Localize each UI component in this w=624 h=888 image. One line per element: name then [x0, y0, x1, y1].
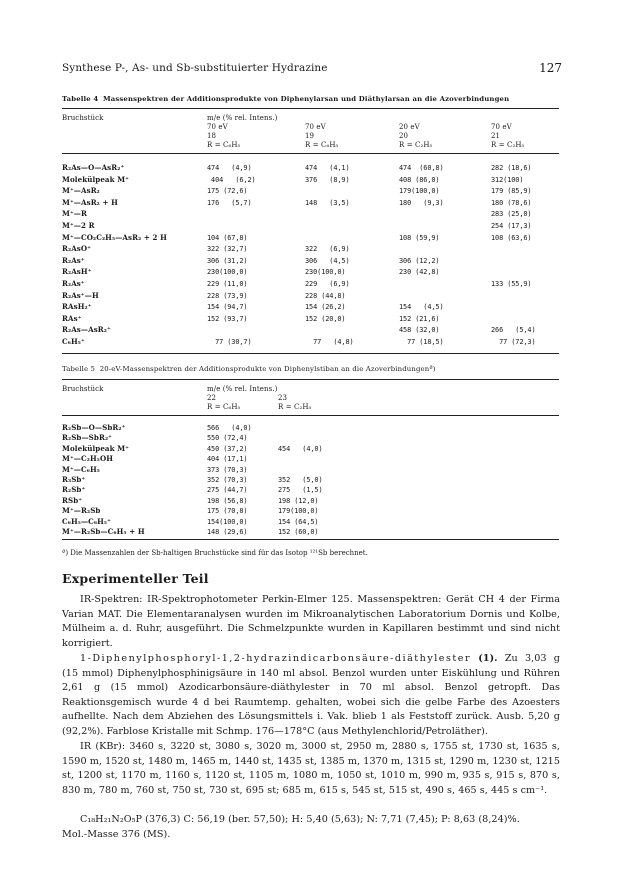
fragment-label: R₂Sb⁺	[62, 485, 86, 495]
fragment-label: R₂Sb—SbR₂⁺	[62, 433, 113, 443]
fragment-label: R₂As⁺—H	[62, 290, 99, 300]
paragraph-instruments: IR-Spektren: IR-Spektrophotometer Perkin-Elmer 125. Massenspektren: Gerät CH 4 der Firma Varian MAT. Die Elementaranalysen wurden im Mikroanalytischen Laboratorium Dornis und Kolbe, Mülheim a. d. Ruhr, ausgeführt. Die Schmelzpunkte wurden in Kapillaren bestimmt und sind nicht korrigiert.	[62, 594, 560, 649]
intensity-cell: 179 (85,9)	[491, 187, 532, 196]
intensity-cell: 266 (5,4)	[491, 326, 536, 335]
fragment-label: M⁺—C₂H₅OH	[62, 454, 114, 464]
intensity-cell: 198 (12,0)	[278, 496, 319, 505]
table5-compound-2: 23	[278, 394, 288, 402]
fragment-label: C₆H₅⁺	[62, 337, 85, 346]
table4-head-rule	[62, 153, 559, 154]
paragraph-ir: IR (KBr): 3460 s, 3220 st, 3080 s, 3020 m, 3000 st, 2950 m, 2880 s, 1755 st, 1730 st, 1635 s, 1590 m, 1520 st, 1480 m, 1465 m, 1440 st, 1435 st, 1385 m, 1370 m, 1315 st, 1290 m, 1230 st, 1215 st, 1200 st, 1170 m, 1160 s, 1120 st, 1105 m, 1080 m, 1050 st, 1010 m, 990 m, 935 s, 915 s, 870 s, 830 m, 780 m, 760 st, 750 st, 730 st, 695 st; 685 m, 615 s, 545 st, 515 st, 490 s, 465 s, 445 s cm⁻¹.	[62, 741, 560, 796]
intensity-cell: 179(100,0)	[278, 507, 319, 516]
fragment-label: R₂AsO⁺	[62, 244, 92, 254]
fragment-label: M⁺—R	[62, 209, 87, 219]
intensity-cell: 454 (4,0)	[278, 444, 323, 453]
compound-name: 1-Diphenylphosphoryl-1,2-hydrazindicarbonsäure-diäthylester	[80, 653, 472, 664]
intensity-cell: 152 (93,7)	[207, 314, 248, 323]
intensity-cell: 450 (37,2)	[207, 444, 248, 453]
intensity-cell: 133 (55,9)	[491, 280, 532, 288]
table4-r-3: R = C₂H₅	[399, 141, 433, 149]
intensity-cell: 77 (18,5)	[399, 338, 444, 346]
intensity-cell: 373 (70,3)	[207, 465, 248, 474]
table4-energy-3: 20 eV	[399, 123, 420, 131]
intensity-cell: 179(100,0)	[399, 187, 440, 196]
intensity-cell: 152 (20,0)	[305, 314, 346, 323]
intensity-cell: 474 (4,1)	[305, 164, 350, 172]
intensity-cell: 154 (94,7)	[207, 303, 248, 312]
fragment-label: R₂AsH⁺	[62, 267, 92, 277]
intensity-cell: 198 (56,8)	[207, 496, 248, 505]
intensity-cell: 77 (4,8)	[305, 338, 354, 346]
intensity-cell: 306 (12,2)	[399, 256, 440, 265]
table5-r-1: R = C₆H₅	[207, 403, 241, 411]
fragment-label: M⁺—C₆H₅	[62, 464, 100, 474]
intensity-cell: 180 (9,3)	[399, 198, 444, 207]
intensity-cell: 275 (1,5)	[278, 486, 323, 495]
table5-top-rule	[62, 379, 559, 380]
synthesis-text: Zu 3,03 g (15 mmol) Diphenylphosphinigsäure in 140 ml absol. Benzol wurden unter Eiskühlung und Rühren 2,61 g (15 mmol) Azodicarbonsäure-diäthylester in 70 ml absol. Benzol getropft. Das Reaktionsgemisch wurde 4 d bei Raumtemp. gehalten, wobei sich die gelbe Farbe des Azoesters aufhellte. Nach dem Abziehen des Lösungsmittels i. Vak. blieb 1 als Feststoff zurück. Ausb. 5,20 g (92,2%). Farblose Kristalle mit Schmp. 176—178°C (aus Methylenchlorid/Petroläther).	[62, 653, 560, 737]
intensity-cell: 154 (4,5)	[399, 303, 444, 312]
intensity-cell: 254 (17,3)	[491, 222, 532, 230]
page-number: 127	[539, 61, 562, 75]
intensity-cell: 152 (60,0)	[278, 528, 319, 536]
intensity-cell: 458 (32,0)	[399, 326, 440, 335]
table5-col-me: m/e (% rel. Intens.)	[207, 385, 278, 393]
intensity-cell: 408 (86,0)	[399, 175, 440, 184]
intensity-cell: 229 (11,0)	[207, 280, 248, 288]
intensity-cell: 152 (21,6)	[399, 314, 440, 323]
intensity-cell: 148 (3,5)	[305, 198, 350, 207]
table4-top-rule	[62, 108, 559, 109]
intensity-cell: 230(100,0)	[305, 268, 346, 277]
table5-col-fragment: Bruchstück	[62, 385, 104, 393]
intensity-cell: 322 (6,9)	[305, 245, 350, 254]
intensity-cell: 322 (32,7)	[207, 245, 248, 254]
intensity-cell: 230 (42,8)	[399, 268, 440, 277]
table4-energy-2: 70 eV	[305, 123, 326, 131]
intensity-cell: 312(100)	[491, 175, 524, 184]
intensity-cell: 104 (67,8)	[207, 233, 248, 242]
intensity-cell: 176 (5,7)	[207, 198, 252, 207]
fragment-label: M⁺—R₂Sb—C₆H₅ + H	[62, 527, 145, 536]
table4-caption	[62, 95, 509, 103]
intensity-cell: 550 (72,4)	[207, 434, 248, 443]
table5-caption-label: Tabelle 5	[62, 365, 96, 373]
table4-bottom-rule	[62, 353, 559, 354]
table4-energy-1: 70 eV	[207, 123, 228, 131]
intensity-cell: 404 (6,2)	[207, 175, 256, 184]
intensity-cell: 180 (78,6)	[491, 198, 532, 207]
intensity-cell: 376 (8,9)	[305, 175, 350, 184]
intensity-cell: 230(100,0)	[207, 268, 248, 277]
intensity-cell: 229 (6,9)	[305, 280, 350, 288]
compound-number: (1).	[478, 653, 498, 664]
table4-r-1: R = C₆H₅	[207, 141, 241, 149]
molecular-mass: Mol.-Masse 376 (MS).	[62, 828, 171, 840]
fragment-label: R₂As—O—AsR₂⁺	[62, 163, 125, 172]
table4-compound-1: 18	[207, 132, 217, 140]
intensity-cell: 566 (4,0)	[207, 424, 252, 432]
intensity-cell: 306 (4,5)	[305, 256, 350, 265]
paragraph-synthesis	[62, 652, 560, 740]
table5-bottom-rule	[62, 539, 559, 540]
fragment-label: M⁺—AsR₂ + H	[62, 197, 118, 207]
fragment-label: RAs⁺	[62, 313, 82, 323]
intensity-cell: 154 (64,5)	[278, 517, 319, 526]
fragment-label: RSb⁺	[62, 495, 83, 505]
table4-caption-text: Massenspektren der Additionsprodukte von Diphenylarsan und Diäthylarsan an die Azoverbindungen	[102, 95, 510, 103]
intensity-cell: 352 (70,3)	[207, 476, 248, 484]
table5-compound-1: 22	[207, 394, 217, 402]
running-head-title: Synthese P-, As- und Sb-substituierter Hydrazine	[62, 62, 328, 74]
intensity-cell: 228 (44,8)	[305, 291, 346, 300]
fragment-label: R₂As⁺	[62, 279, 85, 288]
fragment-label: M⁺—R₂Sb	[62, 506, 101, 516]
intensity-cell: 77 (72,3)	[491, 338, 536, 346]
table5-caption	[62, 365, 436, 373]
fragment-label: M⁺—CO₂C₂H₅—AsR₂ + 2 H	[62, 232, 167, 242]
table4-caption-label: Tabelle 4	[62, 95, 99, 103]
table4-compound-3: 20	[399, 132, 409, 140]
intensity-cell: 282 (18,6)	[491, 164, 532, 172]
intensity-cell: 108 (59,9)	[399, 233, 440, 242]
fragment-label: R₂Sb—O—SbR₂⁺	[62, 423, 126, 432]
intensity-cell: 228 (73,9)	[207, 291, 248, 300]
section-title: Experimenteller Teil	[62, 571, 209, 586]
table4-col-me: m/e (% rel. Intens.)	[207, 114, 278, 122]
fragment-label: RAsH₂⁺	[62, 302, 92, 312]
intensity-cell: 474 (60,8)	[399, 164, 444, 172]
intensity-cell: 352 (5,0)	[278, 476, 323, 484]
intensity-cell: 283 (25,0)	[491, 210, 532, 219]
table5-head-rule	[62, 415, 559, 416]
table5-footnote: ª) Die Massenzahlen der Sb-haltigen Bruchstücke sind für das Isotop ¹²¹Sb berechnet.	[62, 549, 368, 557]
table4-col-fragment: Bruchstück	[62, 114, 104, 122]
table5-caption-text: 20-eV-Massenspektren der Additionsprodukte von Diphenylstiban an die Azoverbindungenª)	[99, 365, 436, 373]
intensity-cell: 175 (72,6)	[207, 187, 248, 196]
intensity-cell: 77 (30,7)	[207, 338, 252, 346]
running-head	[62, 62, 562, 76]
intensity-cell: 154(100,0)	[207, 517, 248, 526]
intensity-cell: 148 (29,6)	[207, 528, 248, 536]
fragment-label: R₂As⁺	[62, 255, 85, 265]
intensity-cell: 108 (63,6)	[491, 233, 532, 242]
fragment-label: Molekülpeak M⁺	[62, 174, 130, 184]
intensity-cell: 154 (26,2)	[305, 303, 346, 312]
table5-r-2: R = C₂H₅	[278, 403, 312, 411]
intensity-cell: 474 (4,9)	[207, 164, 252, 172]
fragment-label: M⁺—AsR₂	[62, 186, 100, 196]
intensity-cell: 404 (17,1)	[207, 455, 248, 464]
table4-r-2: R = C₆H₅	[305, 141, 339, 149]
table4-compound-2: 19	[305, 132, 315, 140]
intensity-cell: 306 (31,2)	[207, 256, 248, 265]
paragraph-analysis	[62, 813, 560, 842]
elemental-analysis: C₁₈H₂₁N₂O₅P (376,3) C: 56,19 (ber. 57,50); H: 5,40 (5,63); N: 7,71 (7,45); P: 8,63 (8,24)%.	[80, 814, 520, 825]
fragment-label: Molekülpeak M⁺	[62, 443, 130, 453]
intensity-cell: 175 (70,8)	[207, 507, 248, 516]
fragment-label: C₆H₅—C₆H₅⁺	[62, 516, 111, 526]
fragment-label: R₂As—AsR₂⁺	[62, 325, 111, 335]
fragment-label: R₃Sb⁺	[62, 475, 86, 484]
table4-energy-4: 70 eV	[491, 123, 512, 131]
intensity-cell: 275 (44,7)	[207, 486, 248, 495]
table4-compound-4: 21	[491, 132, 501, 140]
fragment-label: M⁺—2 R	[62, 221, 95, 230]
table4-r-4: R = C₂H₅	[491, 141, 525, 149]
